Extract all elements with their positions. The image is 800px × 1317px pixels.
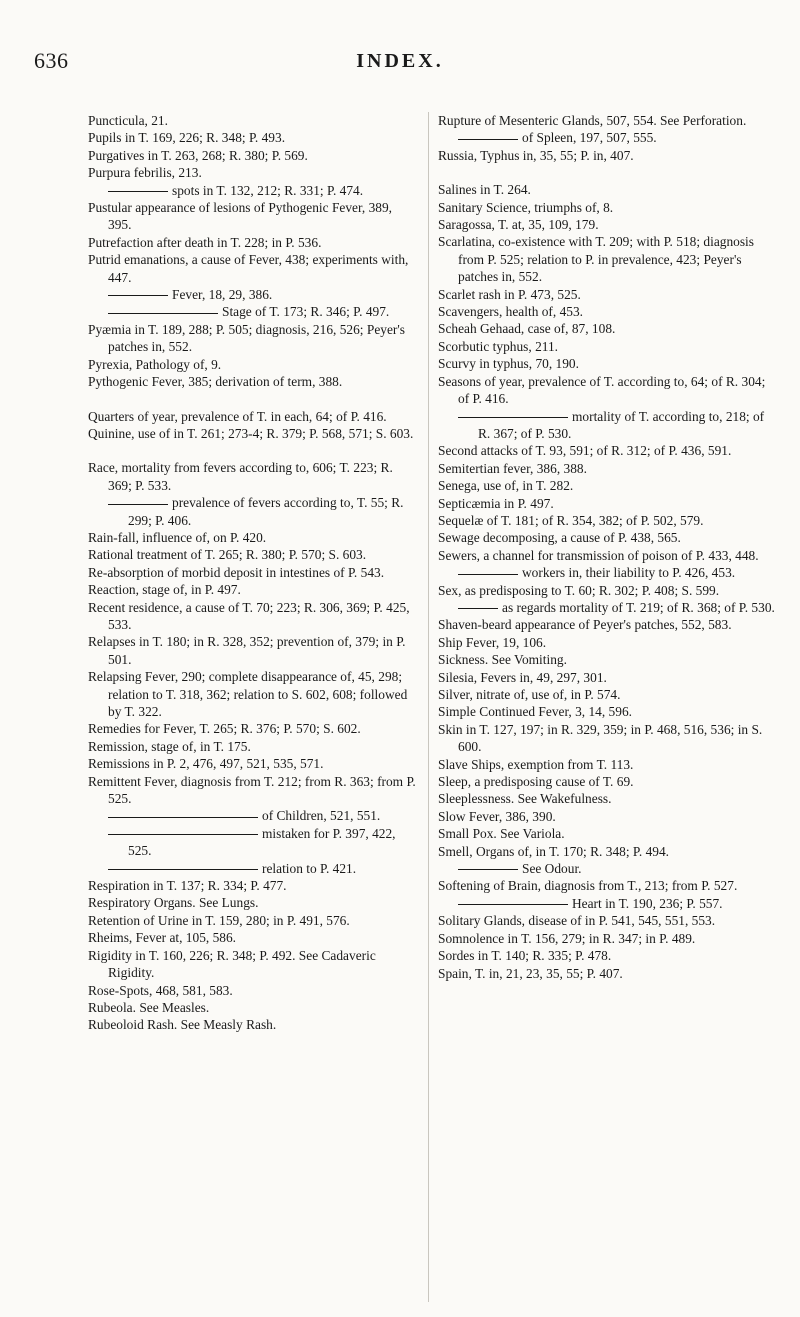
index-entry <box>438 286 776 303</box>
index-entry <box>438 825 776 842</box>
index-entry-text: Putrid emanations, a cause of Fever, 438; experiments with, 447. <box>88 252 409 285</box>
index-entry-text: Puncticula, 21. <box>88 113 168 128</box>
index-entry <box>88 773 416 808</box>
index-entry <box>438 860 776 877</box>
index-entry-text: Scurvy in typhus, 70, 190. <box>438 356 579 372</box>
index-entry-text: Saragossa, T. at, 35, 109, 179. <box>438 217 599 233</box>
index-entry <box>88 599 416 634</box>
index-entry <box>88 321 416 356</box>
ditto-dash <box>458 904 568 905</box>
index-entry-text: Sordes in T. 140; R. 335; P. 478. <box>438 948 612 964</box>
ditto-dash <box>458 869 518 870</box>
index-entry-text: Smell, Organs of, in T. 170; R. 348; P. 494. <box>438 843 669 859</box>
index-entry <box>438 495 776 512</box>
index-entry-text: Relapsing Fever, 290; complete disappearance of, 45, 298; relation to T. 318, 362; relation to S. 602, 608; followed by T. 322. <box>88 669 408 719</box>
index-entry <box>88 459 416 494</box>
index-entry <box>88 356 416 373</box>
index-entry-text: Pustular appearance of lesions of Pythogenic Fever, 389, 395. <box>88 200 393 233</box>
index-entry-text: Salines in T. 264. <box>438 182 531 198</box>
index-entry <box>438 930 776 947</box>
index-entry <box>438 181 776 198</box>
entry-gap <box>438 164 776 181</box>
index-entry-text: Sequelæ of T. 181; of R. 354, 382; of P. 502, 579. <box>438 512 704 528</box>
index-entry-text: Pyæmia in T. 189, 288; P. 505; diagnosis, 216, 526; Peyer's patches in, 552. <box>88 321 405 355</box>
index-entry <box>88 234 416 251</box>
index-entry <box>438 320 776 337</box>
index-entry <box>88 860 416 877</box>
index-entry <box>438 477 776 494</box>
index-entry-text: of Children, 521, 551. <box>262 808 381 824</box>
index-entry <box>88 425 416 442</box>
index-entry <box>438 773 776 790</box>
index-entry-text: Skin in T. 127, 197; in R. 329, 359; in P. 468, 516, 536; in S. 600. <box>438 721 763 755</box>
index-entry-text: See Odour. <box>522 861 582 877</box>
index-entry <box>438 947 776 964</box>
index-entry <box>88 982 416 999</box>
index-entry <box>438 616 776 633</box>
index-entry <box>88 894 416 911</box>
index-entry <box>438 338 776 355</box>
index-entry <box>88 147 416 164</box>
index-entry-text: Remittent Fever, diagnosis from T. 212; from R. 363; from P. 525. <box>88 773 416 807</box>
index-entry-text: Sex, as predisposing to T. 60; R. 302; P. 408; S. 599. <box>438 582 720 598</box>
index-entry-text: spots in T. 132, 212; R. 331; P. 474. <box>172 182 364 198</box>
index-entry-text: Reaction, stage of, in P. 497. <box>88 582 241 598</box>
index-entry-text: Sickness. See Vomiting. <box>438 652 567 668</box>
index-entry-text: Pupils in T. 169, 226; R. 348; P. 493. <box>88 130 286 146</box>
index-entry <box>88 912 416 929</box>
index-entry <box>438 895 776 912</box>
index-entry-text: Quinine, use of in T. 261; 273-4; R. 379; P. 568, 571; S. 603. <box>88 425 414 441</box>
index-entry-text: Semitertian fever, 386, 388. <box>438 460 587 476</box>
ditto-dash <box>458 417 568 418</box>
index-entry-text: Remedies for Fever, T. 265; R. 376; P. 570; S. 602. <box>88 721 361 737</box>
index-entry <box>88 408 416 425</box>
index-entry-text: Slave Ships, exemption from T. 113. <box>438 756 634 772</box>
index-entry-text: Spain, T. in, 21, 23, 35, 55; P. 407. <box>438 965 623 981</box>
index-entry <box>88 112 416 129</box>
index-entry <box>88 251 416 286</box>
index-entry-text: Rose-Spots, 468, 581, 583. <box>88 982 233 998</box>
index-entry <box>88 182 416 199</box>
index-entry-text: as regards mortality of T. 219; of R. 368; of P. 530. <box>502 599 775 615</box>
index-entry <box>438 651 776 668</box>
index-entry <box>438 599 776 616</box>
index-entry <box>438 965 776 982</box>
index-entry <box>88 877 416 894</box>
index-entry-text: relation to P. 421. <box>262 860 357 876</box>
index-entry-text: Silver, nitrate of, use of, in P. 574. <box>438 687 621 702</box>
column-divider <box>428 112 429 1302</box>
index-entry <box>88 633 416 668</box>
index-entry-text: Retention of Urine in T. 159, 280; in P. 491, 576. <box>88 912 350 928</box>
index-entry-text: Remissions in P. 2, 476, 497, 521, 535, 571. <box>88 756 324 772</box>
index-entry-text: Sleep, a predisposing cause of T. 69. <box>438 774 634 790</box>
index-entry-text: Seasons of year, prevalence of T. according to, 64; of R. 304; of P. 416. <box>438 373 766 407</box>
page-header <box>0 48 800 88</box>
index-entry <box>88 199 416 234</box>
index-entry <box>88 825 416 860</box>
index-entry <box>88 929 416 946</box>
index-entry-text: Purgatives in T. 263, 268; R. 380; P. 569. <box>88 147 308 163</box>
index-entry <box>438 216 776 233</box>
index-entry-text: Scorbutic typhus, 211. <box>438 338 559 354</box>
index-entry <box>88 564 416 581</box>
index-entry <box>438 634 776 651</box>
index-entry-text: Senega, use of, in T. 282. <box>438 478 574 494</box>
index-entry <box>438 912 776 929</box>
index-entry <box>88 720 416 737</box>
index-entry-text: Race, mortality from fevers according to, 606; T. 223; R. 369; P. 533. <box>88 460 393 493</box>
index-entry-text: Pythogenic Fever, 385; derivation of term, 388. <box>88 374 343 390</box>
index-entry-text: mistaken for P. 397, 422, 525. <box>128 825 396 859</box>
index-entry-text: Small Pox. See Variola. <box>438 826 565 842</box>
index-entry <box>438 877 776 894</box>
ditto-dash <box>108 313 218 314</box>
index-entry <box>438 233 776 285</box>
index-entry <box>438 129 776 146</box>
index-entry-text: mortality of T. according to, 218; of R. 367; of P. 530. <box>478 408 765 441</box>
index-entry <box>438 355 776 372</box>
index-entry-text: Fever, 18, 29, 386. <box>172 287 273 303</box>
index-entry <box>438 669 776 686</box>
index-entry-text: Rheims, Fever at, 105, 586. <box>88 930 237 946</box>
index-entry-text: Rational treatment of T. 265; R. 380; P. 570; S. 603. <box>88 547 367 563</box>
index-entry <box>438 547 776 564</box>
index-entry-text: Quarters of year, prevalence of T. in each, 64; of P. 416. <box>88 408 387 424</box>
index-entry-text: Ship Fever, 19, 106. <box>438 634 547 650</box>
index-entry-text: Softening of Brain, diagnosis from T., 213; from P. 527. <box>438 878 738 894</box>
index-entry-text: Sewers, a channel for transmission of poison of P. 433, 448. <box>438 547 759 563</box>
index-entry-text: Slow Fever, 386, 390. <box>438 808 556 824</box>
index-entry-text: Russia, Typhus in, 35, 55; P. in, 407. <box>438 147 634 163</box>
index-entry-text: Re-absorption of morbid deposit in intestines of P. 543. <box>88 564 385 580</box>
index-entry <box>88 738 416 755</box>
index-entry <box>88 581 416 598</box>
index-entry-text: Putrefaction after death in T. 228; in P. 536. <box>88 234 322 250</box>
index-entry <box>438 199 776 216</box>
index-entry <box>88 529 416 546</box>
index-entry-text: Rigidity in T. 160, 226; R. 348; P. 492. See Cadaveric Rigidity. <box>88 947 376 981</box>
index-entry-text: Recent residence, a cause of T. 70; 223; R. 306, 369; P. 425, 533. <box>88 599 410 632</box>
index-entry-text: Rubeola. See Measles. <box>88 999 210 1015</box>
index-entry <box>438 756 776 773</box>
index-entry <box>88 807 416 824</box>
ditto-dash <box>108 817 258 818</box>
index-entry-text: Rubeoloid Rash. See Measly Rash. <box>88 1017 277 1033</box>
ditto-dash <box>108 834 258 835</box>
index-entry <box>88 286 416 303</box>
index-entry <box>438 703 776 720</box>
ditto-dash <box>108 295 168 296</box>
index-column-right <box>438 112 776 982</box>
index-entry-text: of Spleen, 197, 507, 555. <box>522 130 657 146</box>
ditto-dash <box>458 574 518 575</box>
index-entry-text: Scarlet rash in P. 473, 525. <box>438 286 581 302</box>
index-entry <box>88 129 416 146</box>
index-entry-text: Scheah Gehaad, case of, 87, 108. <box>438 321 616 337</box>
index-entry-text: Purpura febrilis, 213. <box>88 165 202 181</box>
index-entry <box>438 790 776 807</box>
index-entry <box>438 512 776 529</box>
index-entry-text: Remission, stage of, in T. 175. <box>88 738 251 754</box>
ditto-dash <box>108 191 168 192</box>
index-entry-text: Simple Continued Fever, 3, 14, 596. <box>438 704 632 720</box>
index-entry <box>438 460 776 477</box>
index-entry-text: Relapses in T. 180; in R. 328, 352; prevention of, 379; in P. 501. <box>88 634 406 667</box>
index-entry <box>438 843 776 860</box>
index-entry-text: Respiration in T. 137; R. 334; P. 477. <box>88 878 287 894</box>
index-entry-text: Pyrexia, Pathology of, 9. <box>88 356 222 372</box>
index-entry <box>438 303 776 320</box>
index-entry-text: Rain-fall, influence of, on P. 420. <box>88 529 267 545</box>
ditto-dash <box>458 608 498 609</box>
index-entry-text: Sleeplessness. See Wakefulness. <box>438 791 612 807</box>
index-entry-text: Heart in T. 190, 236; P. 557. <box>572 895 723 911</box>
index-entry-text: Sanitary Science, triumphs of, 8. <box>438 199 614 215</box>
index-entry-text: Solitary Glands, disease of in P. 541, 545, 551, 553. <box>438 913 716 929</box>
index-entry <box>88 373 416 390</box>
index-entry-text: Septicæmia in P. 497. <box>438 495 554 511</box>
index-entry <box>438 721 776 756</box>
ditto-dash <box>108 504 168 505</box>
index-entry <box>88 668 416 720</box>
index-entry <box>438 147 776 164</box>
index-entry-text: Somnolence in T. 156, 279; in R. 347; in P. 489. <box>438 930 696 946</box>
index-entry <box>438 373 776 408</box>
index-entry <box>88 303 416 320</box>
index-entry-text: Silesia, Fevers in, 49, 297, 301. <box>438 669 607 685</box>
index-entry <box>438 686 776 703</box>
page-number: 636 <box>34 48 69 73</box>
index-entry-text: prevalence of fevers according to, T. 55; R. 299; P. 406. <box>128 495 404 528</box>
ditto-dash <box>108 869 258 870</box>
index-entry <box>88 755 416 772</box>
index-entry-text: workers in, their liability to P. 426, 453. <box>522 565 736 581</box>
index-entry <box>438 529 776 546</box>
index-entry-text: Scavengers, health of, 453. <box>438 304 584 320</box>
entry-gap <box>88 391 416 408</box>
index-entry <box>438 582 776 599</box>
page-title: INDEX. <box>356 50 444 72</box>
index-entry <box>88 947 416 982</box>
index-entry <box>438 442 776 459</box>
index-entry-text: Scarlatina, co-existence with T. 209; with P. 518; diagnosis from P. 525; relation to P. in prevalence, 423; Peyer's patches in, 552. <box>438 234 754 285</box>
entry-gap <box>88 442 416 459</box>
index-entry-text: Respiratory Organs. See Lungs. <box>88 895 259 911</box>
index-entry <box>438 112 776 129</box>
index-entry-text: Stage of T. 173; R. 346; P. 497. <box>222 304 390 320</box>
index-entry-text: Shaven-beard appearance of Peyer's patches, 552, 583. <box>438 617 732 633</box>
ditto-dash <box>458 139 518 140</box>
index-entry <box>438 408 776 443</box>
index-entry <box>88 546 416 563</box>
index-entry <box>88 164 416 181</box>
index-entry-text: Sewage decomposing, a cause of P. 438, 565. <box>438 530 681 546</box>
index-column-left <box>88 112 416 1034</box>
index-entry-text: Second attacks of T. 93, 591; of R. 312; of P. 436, 591. <box>438 443 732 459</box>
index-entry <box>438 564 776 581</box>
index-entry <box>88 999 416 1016</box>
index-entry <box>88 494 416 529</box>
index-entry <box>88 1016 416 1033</box>
index-entry-text: Rupture of Mesenteric Glands, 507, 554. See Perforation. <box>438 113 747 128</box>
index-entry <box>438 808 776 825</box>
